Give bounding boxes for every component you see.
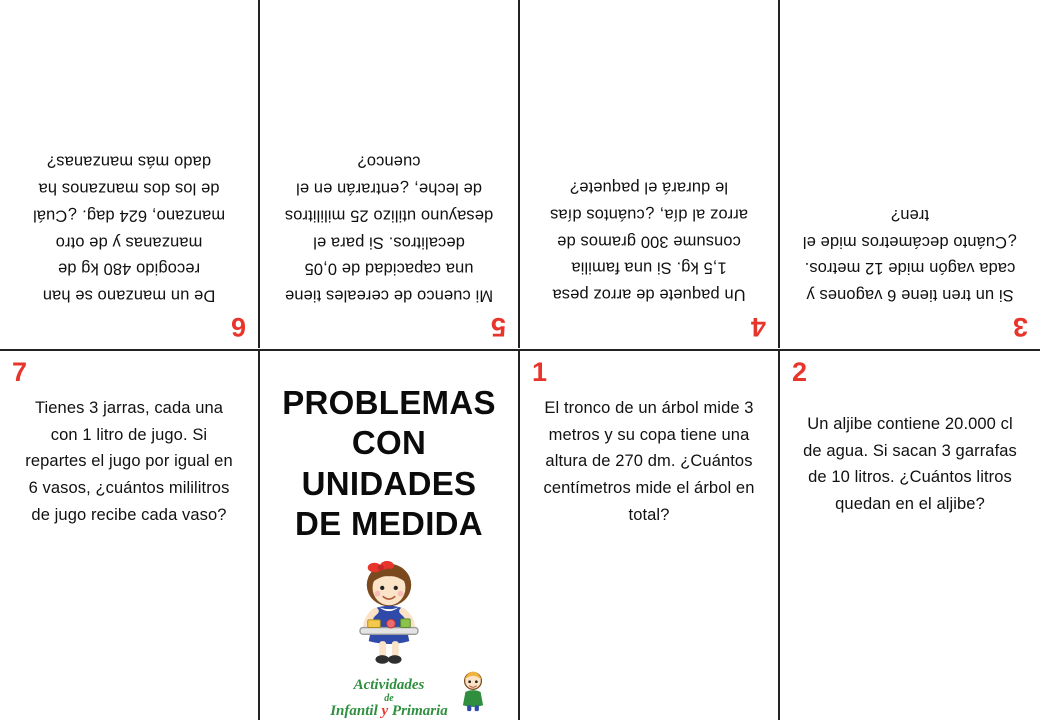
brand-y: y (381, 703, 389, 720)
title-line-3: UNIDADES (301, 464, 477, 502)
brand-logo (294, 678, 484, 720)
card-body-6 (0, 148, 258, 308)
problem-text-2: Un aljibe contiene 20.000 cl de agua. Si sacan 3 garrafas de 10 litros. ¿Cuántos litros quedan en el aljibe? (803, 415, 1017, 514)
card-body-5 (260, 148, 518, 308)
top-card-row (0, 0, 1040, 348)
card-body-3 (780, 201, 1040, 308)
card-number-3: 3 (1012, 312, 1028, 342)
problem-text-7: Tienes 3 jarras, cada una con 1 litro de jugo. Si repartes el jugo por igual en 6 vasos, ¿cuántos mililitros de jugo recibe cada vaso? (25, 399, 233, 524)
card-number-6: 6 (230, 312, 246, 342)
title-line-2: CON (351, 424, 427, 462)
title-card (260, 351, 520, 720)
card-number-7: 7 (12, 357, 28, 387)
card-number-4: 4 (750, 312, 766, 342)
problem-text-1: El tronco de un árbol mide 3 metros y su copa tiene una altura de 270 dm. ¿Cuántos centímetros mide el árbol en total? (543, 399, 755, 524)
title-line-1: PROBLEMAS (282, 384, 496, 421)
brand-line-1: Actividades (353, 677, 425, 693)
card-body-2 (780, 411, 1040, 518)
problem-card-3 (780, 0, 1040, 348)
girl-with-tray-illustration (331, 556, 447, 672)
worksheet-title (282, 383, 496, 544)
bottom-card-row (0, 351, 1040, 720)
title-line-4: DE MEDIDA (295, 504, 483, 542)
card-number-5: 5 (490, 312, 506, 342)
card-number-2: 2 (792, 357, 808, 387)
brand-primaria: Primaria (391, 703, 448, 720)
card-number-1: 1 (532, 357, 548, 387)
card-body-4 (520, 174, 778, 308)
brand-infantil: Infantil (330, 703, 378, 720)
problem-card-7 (0, 351, 260, 720)
problem-card-5 (260, 0, 520, 348)
brand-kid-icon (456, 670, 490, 712)
problem-card-4 (520, 0, 780, 348)
problem-card-1 (520, 351, 780, 720)
problem-card-6 (0, 0, 260, 348)
brand-line-2: de (384, 692, 394, 704)
problem-text-5: Mi cuenco de cereales tiene una capacidad de 0,05 decalitros. Si para el desayuno utilizo 25 mililitros de leche, ¿entrarán en el cuenco? (284, 152, 494, 304)
problem-card-2 (780, 351, 1040, 720)
problem-text-3: Si un tren tiene 6 vagones y cada vagón mide 12 metros. ¿Cuánto decámetros mide el tren? (802, 205, 1018, 304)
card-body-1 (520, 395, 778, 529)
card-body-7 (0, 395, 258, 529)
problem-text-4: Un paquete de arroz pesa 1,5 kg. Si una familia consume 300 gramos de arroz al día, ¿cuántos días le durará el paquete? (549, 179, 749, 304)
problem-text-6: De un manzano se han recogido 480 kg de manzanas y de otro manzano, 624 dag. ¿Cuál de los dos manzanos ha dado más manzanas? (32, 152, 226, 304)
